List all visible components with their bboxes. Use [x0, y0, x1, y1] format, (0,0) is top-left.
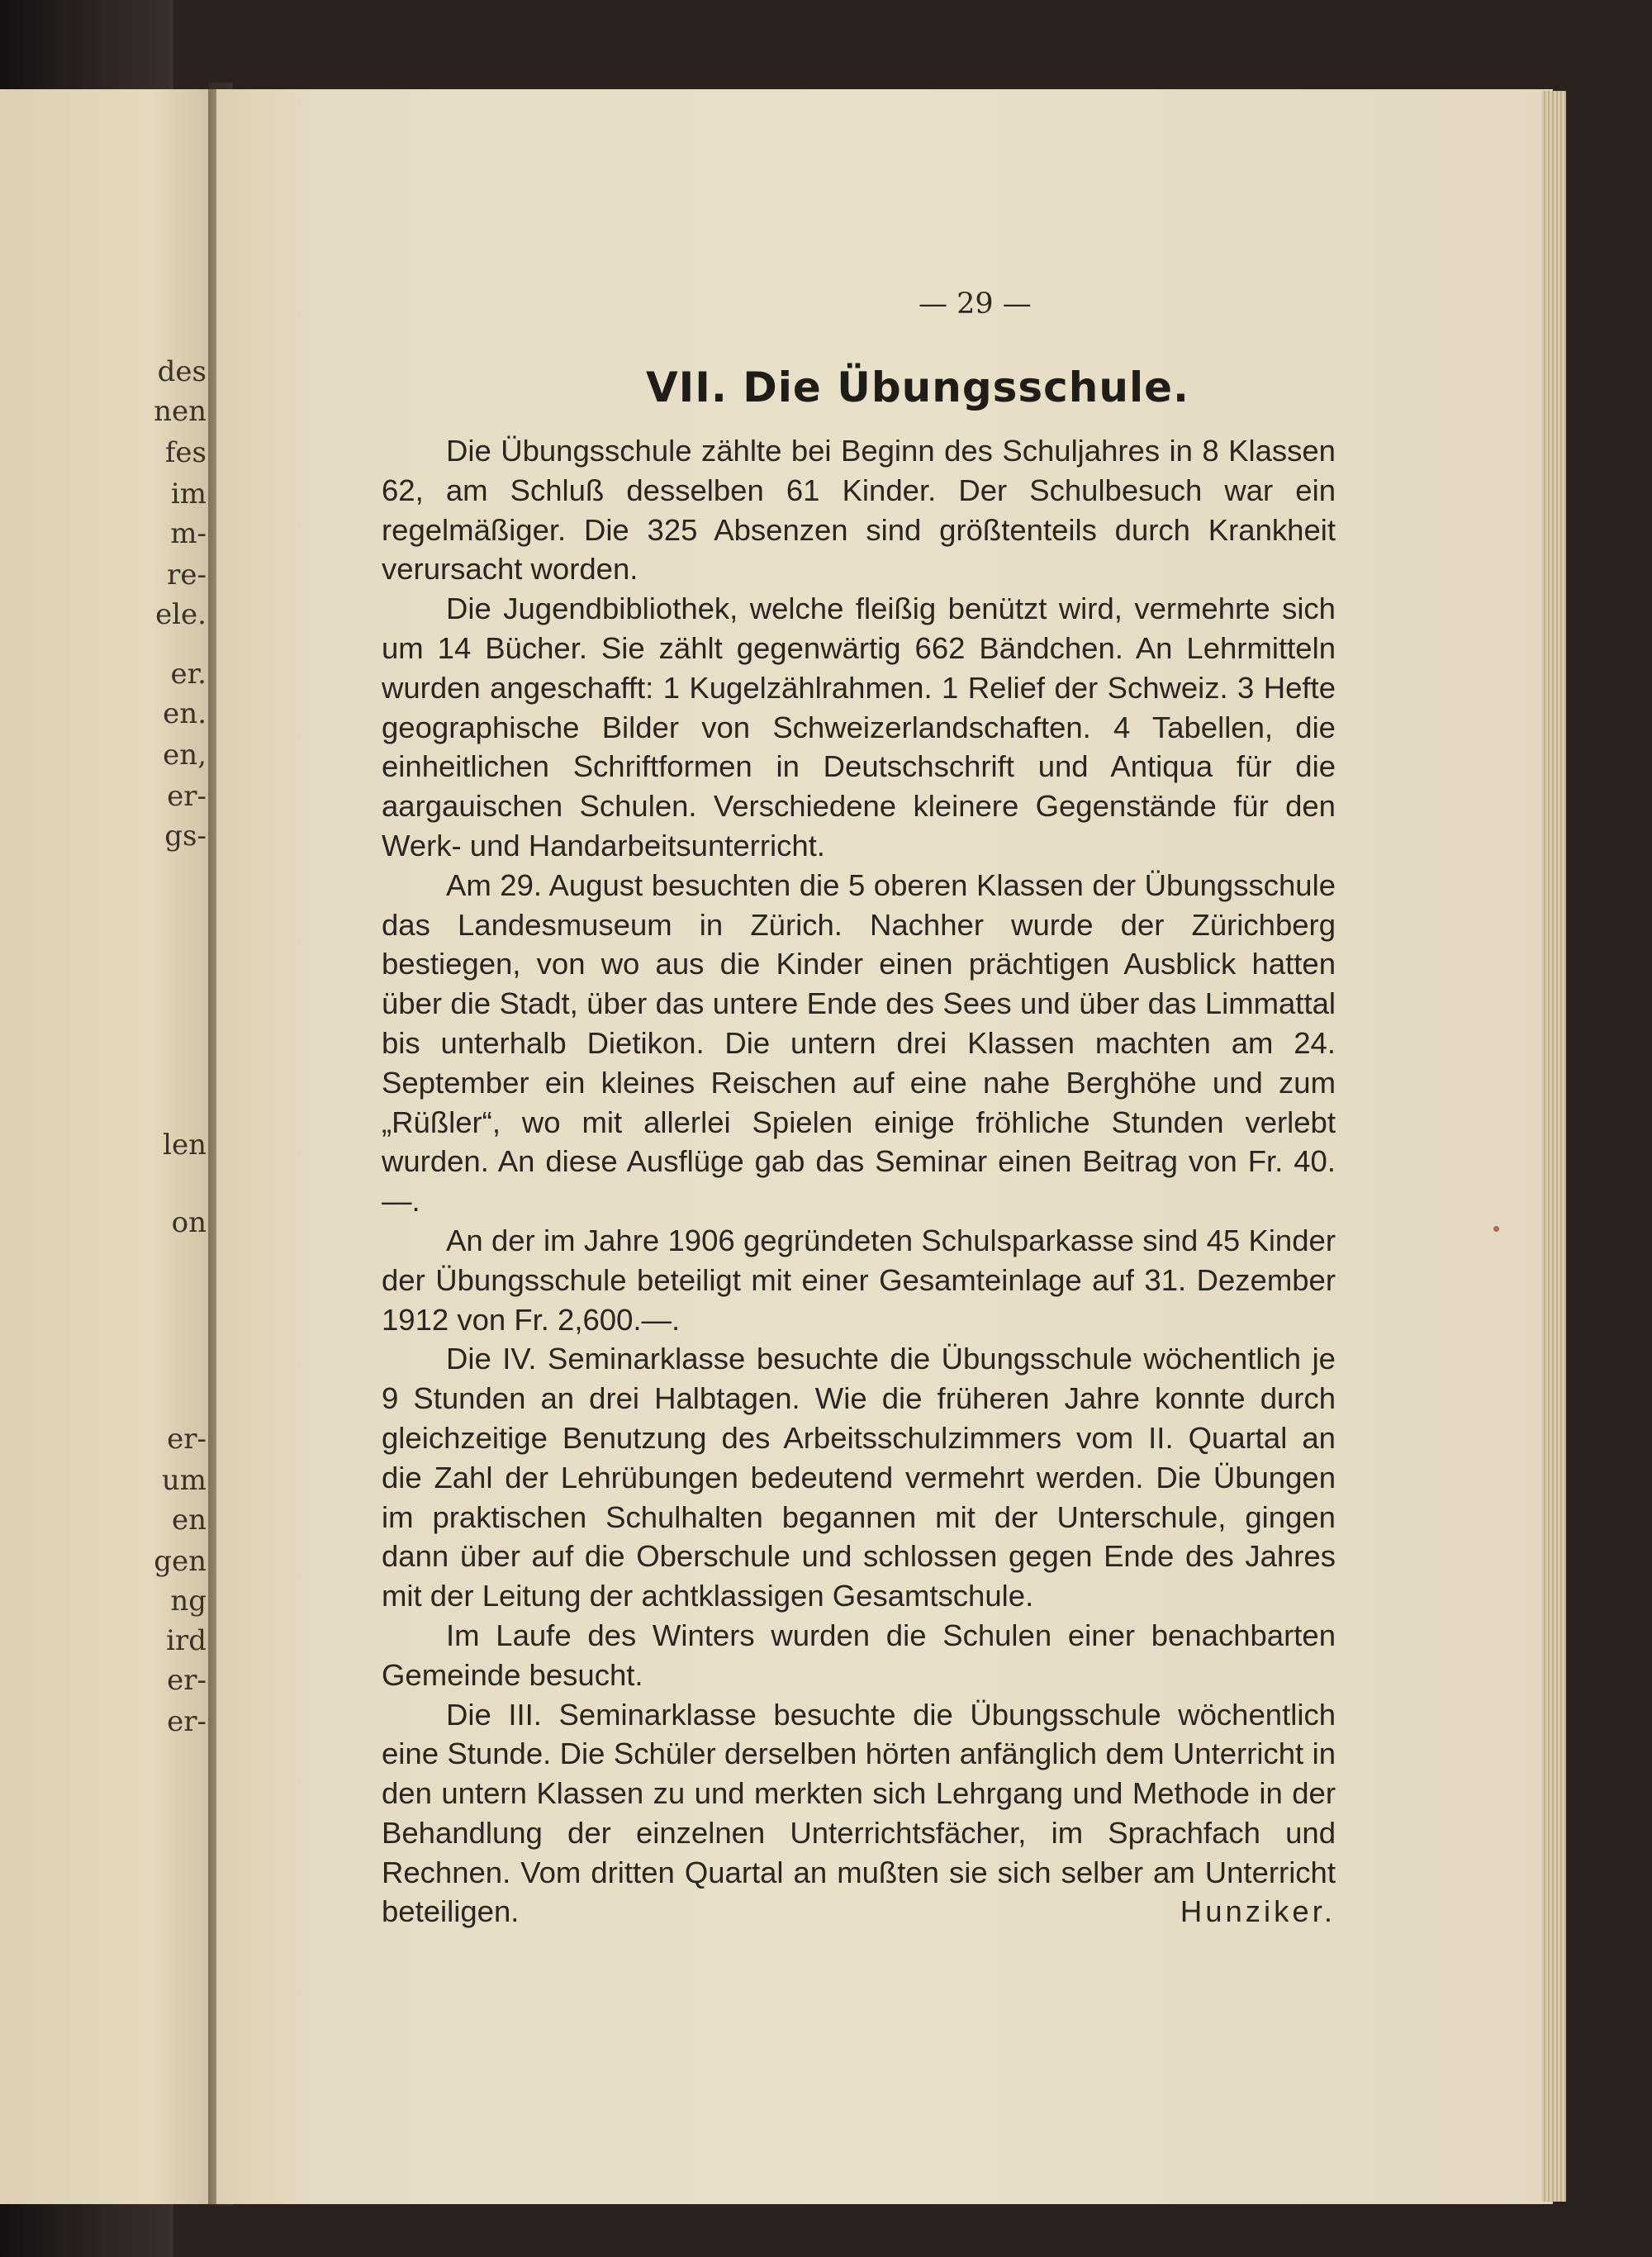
- left-page-fragment: ng: [170, 1585, 206, 1618]
- paragraph: Die Übungsschule zählte bei Beginn des Schuljahres in 8 Klassen 62, am Schluß desselben 61 Kinder. Der Schulbesuch war ein regelmäßiger. Die 325 Absenzen sind größtenteils durch Krankheit verursacht worden.: [382, 434, 1336, 587]
- paragraph: Im Laufe des Winters wurden die Schulen einer benachbarten Gemeinde besucht.: [382, 1618, 1336, 1692]
- left-page-fragment: en,: [163, 739, 206, 772]
- left-page-fragment: en: [171, 1504, 206, 1537]
- paragraph: Die IV. Seminarklasse besuchte die Übungsschule wöchentlich je 9 Stunden an drei Halbtagen. Wie die früheren Jahre konnte durch gleichzeitige Benutzung des Arbeitsschulzimmers vom II. Quartal an die Zahl der Lehrübungen bedeutend vermehrt werden. Die Übungen im praktischen Schulhalten begannen mit der Unterschule, gingen dann über auf die Oberschule und schlossen gegen Ende des Jahres mit der Leitung der achtklassigen Gesamtschule.: [382, 1342, 1336, 1613]
- left-page-fragment: er.: [170, 658, 206, 691]
- paragraph: Die Jugendbibliothek, welche fleißig benützt wird, vermehrte sich um 14 Bücher. Sie zählt gegenwärtig 662 Bändchen. An Lehrmitteln wurden angeschafft: 1 Kugelzählrahmen. 1 Relief der Schweiz. 3 Hefte geographische Bilder von Schweizerlandschaften. 4 Tabellen, die einheitlichen Schriftformen in Deutschschrift und Antiqua für die aargauischen Schulen. Verschiedene kleinere Gegenstände für den Werk- und Handarbeitsunterricht.: [382, 592, 1336, 862]
- left-page-fragment: ird: [166, 1624, 206, 1657]
- page-number: — 29 —: [919, 287, 1032, 321]
- left-page-fragment: on: [171, 1206, 206, 1239]
- left-page-fragment: len: [163, 1128, 206, 1162]
- body-text: [382, 431, 1336, 1932]
- left-page-fragment: ele.: [155, 598, 206, 631]
- left-page-fragment: er-: [167, 1664, 206, 1697]
- paragraph-text: Die III. Seminarklasse besuchte die Übungsschule wöchentlich eine Stunde. Die Schüler derselben hörten anfänglich dem Unterricht in den untern Klassen zu und merkten sich Lehrgang und Methode in der Behandlung der einzelnen Unterrichtsfächer, im Sprachfach und Rechnen. Vom dritten Quartal an mußten sie sich selber am Unterricht beteiligen.: [382, 1697, 1336, 1929]
- ink-spot: [1493, 1226, 1499, 1232]
- left-page-fragment: er-: [167, 1423, 206, 1456]
- left-page-fragment: um: [161, 1464, 206, 1497]
- left-page-fragment: des: [157, 355, 206, 388]
- left-page-fragment: gs-: [164, 820, 206, 853]
- left-page-fragment: en.: [163, 697, 206, 730]
- paragraph: Am 29. August besuchten die 5 oberen Klassen der Übungsschule das Landesmuseum in Zürich. Nachher wurde der Zürichberg bestiegen, von wo aus die Kinder einen prächtigen Ausblick hatten über die Stadt, über das untere Ende des Sees und über das Limmattal bis unterhalb Dietikon. Die untern drei Klassen machten am 24. September ein kleines Reischen auf eine nahe Berghöhe und zum „Rüßler“, wo mit allerlei Spielen einige fröhliche Stunden verlebt wurden. An diese Ausflüge gab das Seminar einen Beitrag von Fr. 40.—.: [382, 867, 1336, 1219]
- signature: Hunziker.: [1180, 1894, 1336, 1929]
- left-page-fragment: er-: [167, 1705, 206, 1738]
- chapter-title: VII. Die Übungsschule.: [645, 363, 1190, 411]
- paragraph: An der im Jahre 1906 gegründeten Schulsparkasse sind 45 Kinder der Übungsschule beteiligt mit einer Gesamteinlage auf 31. Dezember 1912 von Fr. 2,600.—.: [382, 1223, 1336, 1337]
- page-edges: [1541, 91, 1566, 2202]
- left-page-fragment: nen: [154, 395, 206, 428]
- left-page-fragment: m-: [170, 517, 206, 550]
- left-page-fragment: gen: [154, 1545, 206, 1578]
- left-page-fragment: er-: [167, 780, 206, 813]
- paragraph-last: [382, 1695, 1336, 1932]
- left-page-fragment: im: [170, 478, 206, 511]
- left-page-fragment: fes: [164, 436, 206, 469]
- left-page-fragment: re-: [167, 558, 206, 592]
- left-page: [0, 89, 216, 2204]
